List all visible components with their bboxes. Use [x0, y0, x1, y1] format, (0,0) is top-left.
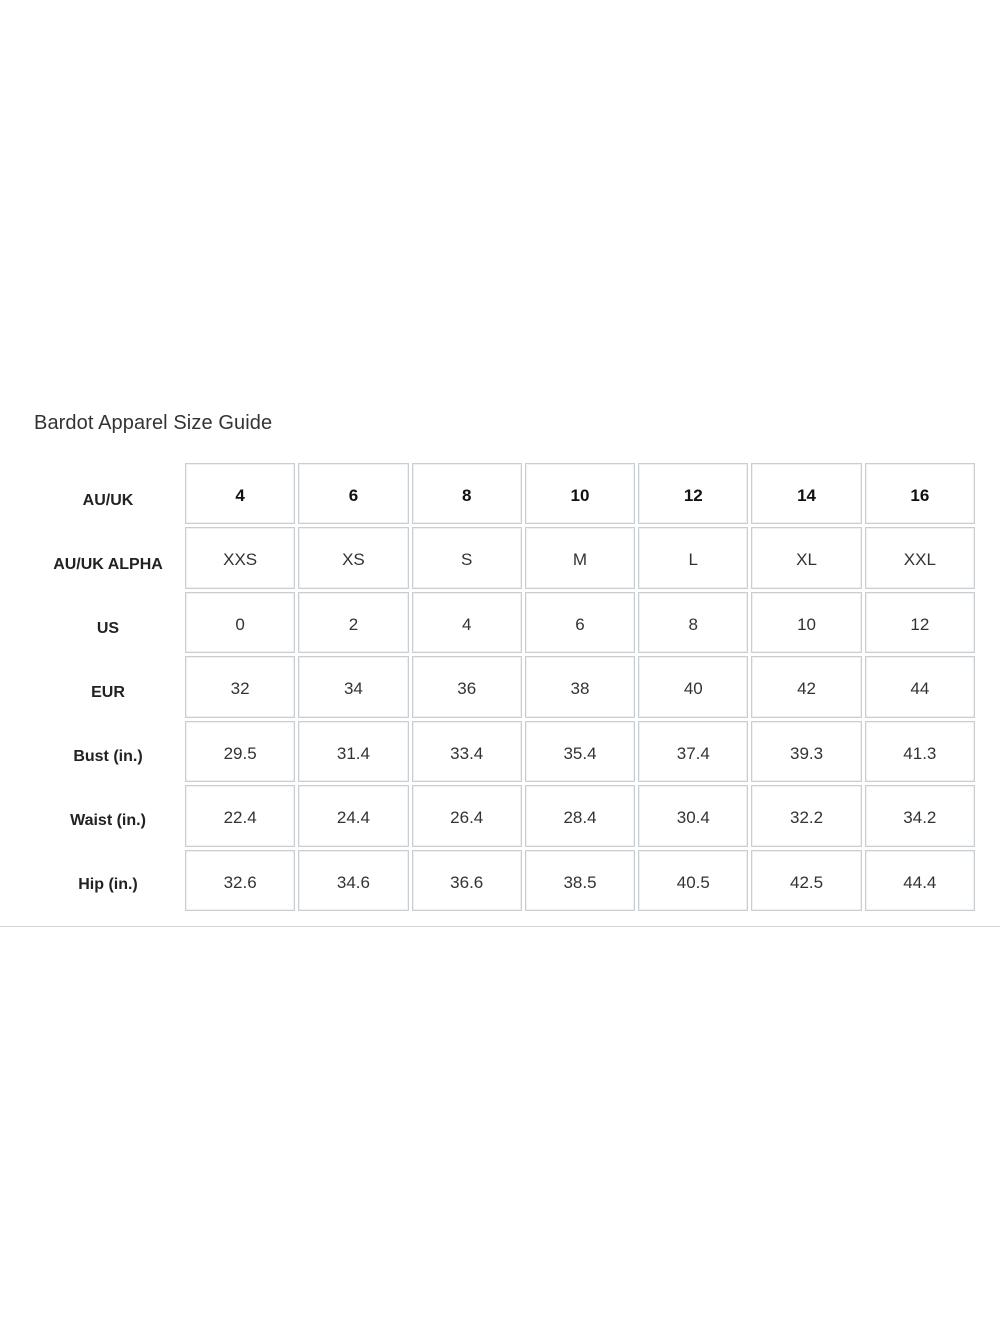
- table-cell: 35.4: [525, 721, 635, 782]
- table-cell: 26.4: [412, 785, 522, 846]
- table-cell: 14: [751, 463, 861, 524]
- row-label-eur: EUR: [91, 684, 125, 701]
- table-cell: 33.4: [412, 721, 522, 782]
- table-cell: XL: [751, 527, 861, 588]
- table-cell: 34.2: [865, 785, 975, 846]
- table-cell: 36: [412, 656, 522, 717]
- table-cell: 2: [298, 592, 408, 653]
- table-cell: 44.4: [865, 850, 975, 911]
- table-cell: XXS: [185, 527, 295, 588]
- row-label-waist: Waist (in.): [70, 812, 146, 829]
- table-cell: 24.4: [298, 785, 408, 846]
- table-cell: 38: [525, 656, 635, 717]
- table-cell: 38.5: [525, 850, 635, 911]
- table-cell: 8: [638, 592, 748, 653]
- row-label-au-uk-alpha: AU/UK ALPHA: [53, 556, 163, 573]
- table-cell: 12: [865, 592, 975, 653]
- row-label-us: US: [96, 620, 120, 637]
- table-cell: 30.4: [638, 785, 748, 846]
- table-cell: 42.5: [751, 850, 861, 911]
- table-cell: 4: [185, 463, 295, 524]
- table-cell: 37.4: [638, 721, 748, 782]
- table-cell: 10: [751, 592, 861, 653]
- table-cell: XS: [298, 527, 408, 588]
- section-divider: [0, 926, 1000, 927]
- table-cell: 10: [525, 463, 635, 524]
- table-cell: 6: [298, 463, 408, 524]
- table-cell: 34.6: [298, 850, 408, 911]
- table-cell: 36.6: [412, 850, 522, 911]
- table-cell: 22.4: [185, 785, 295, 846]
- table-cell: XXL: [865, 527, 975, 588]
- table-cell: L: [638, 527, 748, 588]
- table-cell: 0: [185, 592, 295, 653]
- row-label-hip: Hip (in.): [78, 876, 138, 893]
- size-guide-title: Bardot Apparel Size Guide: [34, 412, 273, 434]
- table-cell: 44: [865, 656, 975, 717]
- table-cell: 39.3: [751, 721, 861, 782]
- table-cell: 34: [298, 656, 408, 717]
- table-cell: 8: [412, 463, 522, 524]
- table-cell: 31.4: [298, 721, 408, 782]
- table-cell: 6: [525, 592, 635, 653]
- table-cell: 32.2: [751, 785, 861, 846]
- table-cell: M: [525, 527, 635, 588]
- table-cell: S: [412, 527, 522, 588]
- table-cell: 40: [638, 656, 748, 717]
- table-cell: 40.5: [638, 850, 748, 911]
- size-table: [185, 463, 975, 911]
- table-cell: 12: [638, 463, 748, 524]
- table-cell: 4: [412, 592, 522, 653]
- row-label-bust: Bust (in.): [73, 748, 143, 765]
- table-cell: 32: [185, 656, 295, 717]
- table-cell: 32.6: [185, 850, 295, 911]
- table-cell: 41.3: [865, 721, 975, 782]
- table-cell: 28.4: [525, 785, 635, 846]
- table-cell: 16: [865, 463, 975, 524]
- row-label-au-uk: AU/UK: [82, 492, 134, 509]
- table-cell: 42: [751, 656, 861, 717]
- table-cell: 29.5: [185, 721, 295, 782]
